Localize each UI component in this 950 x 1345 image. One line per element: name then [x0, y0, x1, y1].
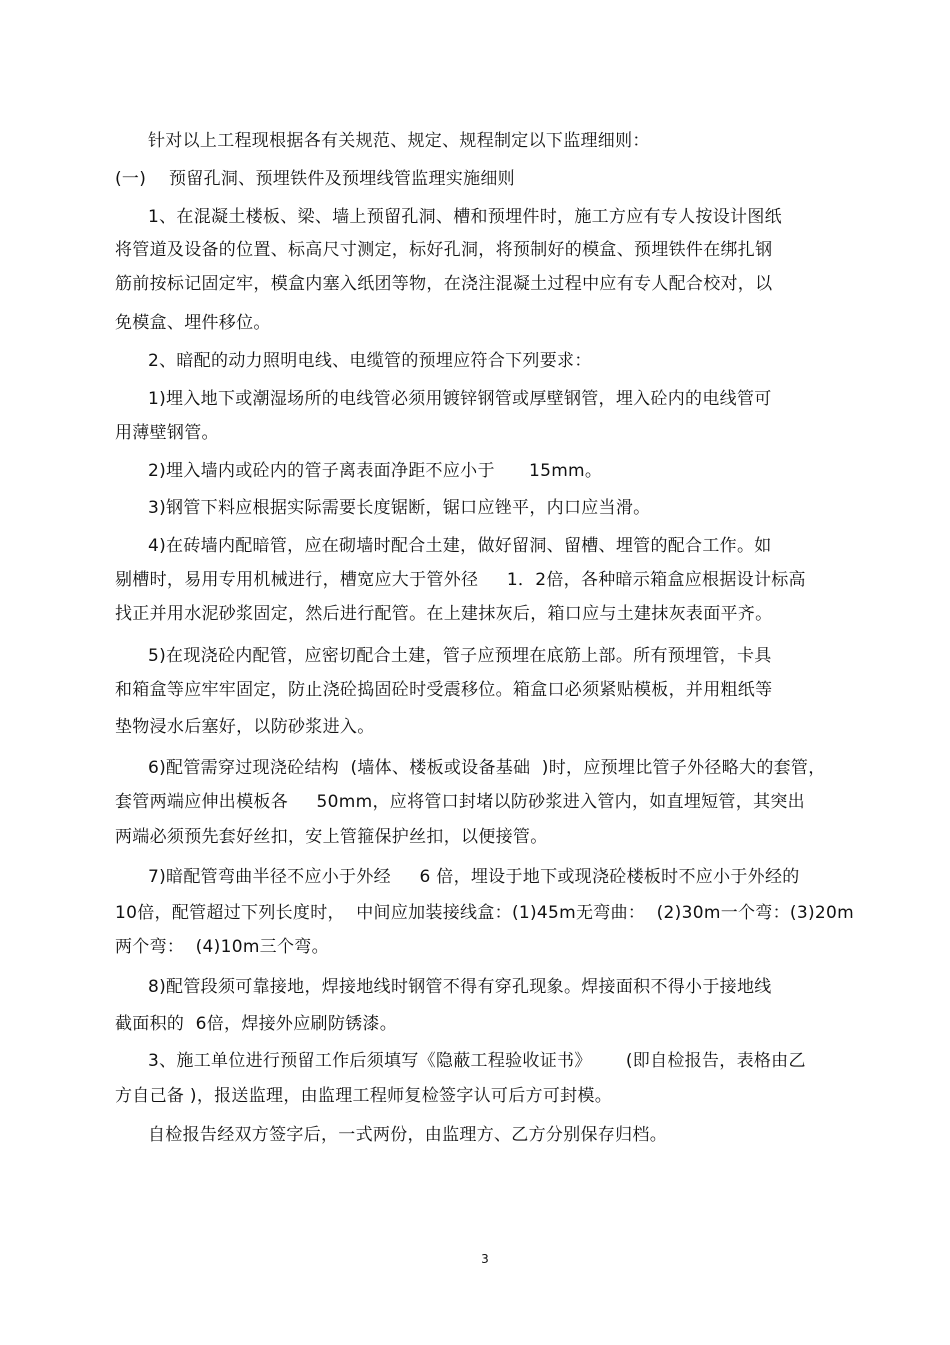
- paragraph-line: 找正并用水泥砂浆固定，然后进行配管。在上建抹灰后，箱口应与土建抹灰表面平齐。: [115, 604, 773, 624]
- paragraph-line: 8)配管段须可靠接地，焊接地线时钢管不得有穿孔现象。焊接面积不得小于接地线: [148, 977, 772, 997]
- intro-line: 针对以上工程现根据各有关规范、规定、规程制定以下监理细则：: [148, 131, 650, 151]
- paragraph-line: 4)在砖墙内配暗管，应在砌墙时配合土建，做好留洞、留槽、埋管的配合工作。如: [148, 536, 772, 556]
- paragraph-line: 截面积的 6倍，焊接外应刷防锈漆。: [115, 1014, 398, 1034]
- paragraph-line: 方自己备 )，报送监理，由监理工程师复检签字认可后方可封模。: [115, 1086, 613, 1106]
- paragraph-line: 7)暗配管弯曲半径不应小于外经 6 倍，埋设于地下或现浇砼楼板时不应小于外经的: [148, 867, 800, 887]
- paragraph-line: 1、在混凝土楼板、梁、墙上预留孔洞、槽和预埋件时，施工方应有专人按设计图纸: [148, 207, 782, 227]
- paragraph-line: 两端必须预先套好丝扣，安上管箍保护丝扣，以便接管。: [115, 827, 548, 847]
- paragraph-line: 5)在现浇砼内配管，应密切配合土建，管子应预埋在底筋上部。所有预埋管，卡具: [148, 646, 772, 666]
- paragraph-line: 套管两端应伸出模板各 50mm，应将管口封堵以防砂浆进入管内，如直埋短管，其突出: [115, 792, 805, 812]
- section-heading: (一) 预留孔洞、预埋铁件及预埋线管监理实施细则: [115, 169, 515, 189]
- paragraph-line: 2)埋入墙内或砼内的管子离表面净距不应小于 15mm。: [148, 461, 603, 481]
- paragraph-line: 3、施工单位进行预留工作后须填写《隐蔽工程验收证书》 (即自检报告，表格由乙: [148, 1051, 806, 1071]
- paragraph-line: 用薄壁钢管。: [115, 423, 219, 443]
- paragraph-line: 筋前按标记固定牢，模盒内塞入纸团等物，在浇注混凝土过程中应有专人配合校对，以: [115, 274, 773, 294]
- paragraph-line: 将管道及设备的位置、标高尺寸测定，标好孔洞，将预制好的模盒、预埋铁件在绑扎钢: [115, 240, 773, 260]
- paragraph-line: 垫物浸水后塞好，以防砂浆进入。: [115, 717, 375, 737]
- paragraph-line: 10倍，配管超过下列长度时， 中间应加装接线盒：(1)45m无弯曲： (2)30m一个弯：(3)20m: [115, 903, 854, 923]
- paragraph-line: 3)钢管下料应根据实际需要长度锯断，锯口应锉平，内口应当滑。: [148, 498, 651, 518]
- paragraph-line: 两个弯： (4)10m三个弯。: [115, 937, 329, 957]
- paragraph-line: 和箱盒等应牢牢固定，防止浇砼捣固砼时受震移位。箱盒口必须紧贴模板，并用粗纸等: [115, 680, 773, 700]
- paragraph-line: 1)埋入地下或潮湿场所的电线管必须用镀锌钢管或厚壁钢管，埋入砼内的电线管可: [148, 389, 772, 409]
- page-number: 3: [481, 1252, 489, 1266]
- paragraph-line: 自检报告经双方签字后，一式两份，由监理方、乙方分别保存归档。: [148, 1125, 667, 1145]
- paragraph-line: 免模盒、埋件移位。: [115, 313, 271, 333]
- paragraph-line: 6)配管需穿过现浇砼结构 (墙体、楼板或设备基础 )时，应预埋比管子外径略大的套管，: [148, 758, 826, 778]
- paragraph-line: 剔槽时，易用专用机械进行，槽宽应大于管外径 1．2倍，各种暗示箱盒应根据设计标高: [115, 570, 806, 590]
- paragraph-line: 2、暗配的动力照明电线、电缆管的预埋应符合下列要求：: [148, 351, 592, 371]
